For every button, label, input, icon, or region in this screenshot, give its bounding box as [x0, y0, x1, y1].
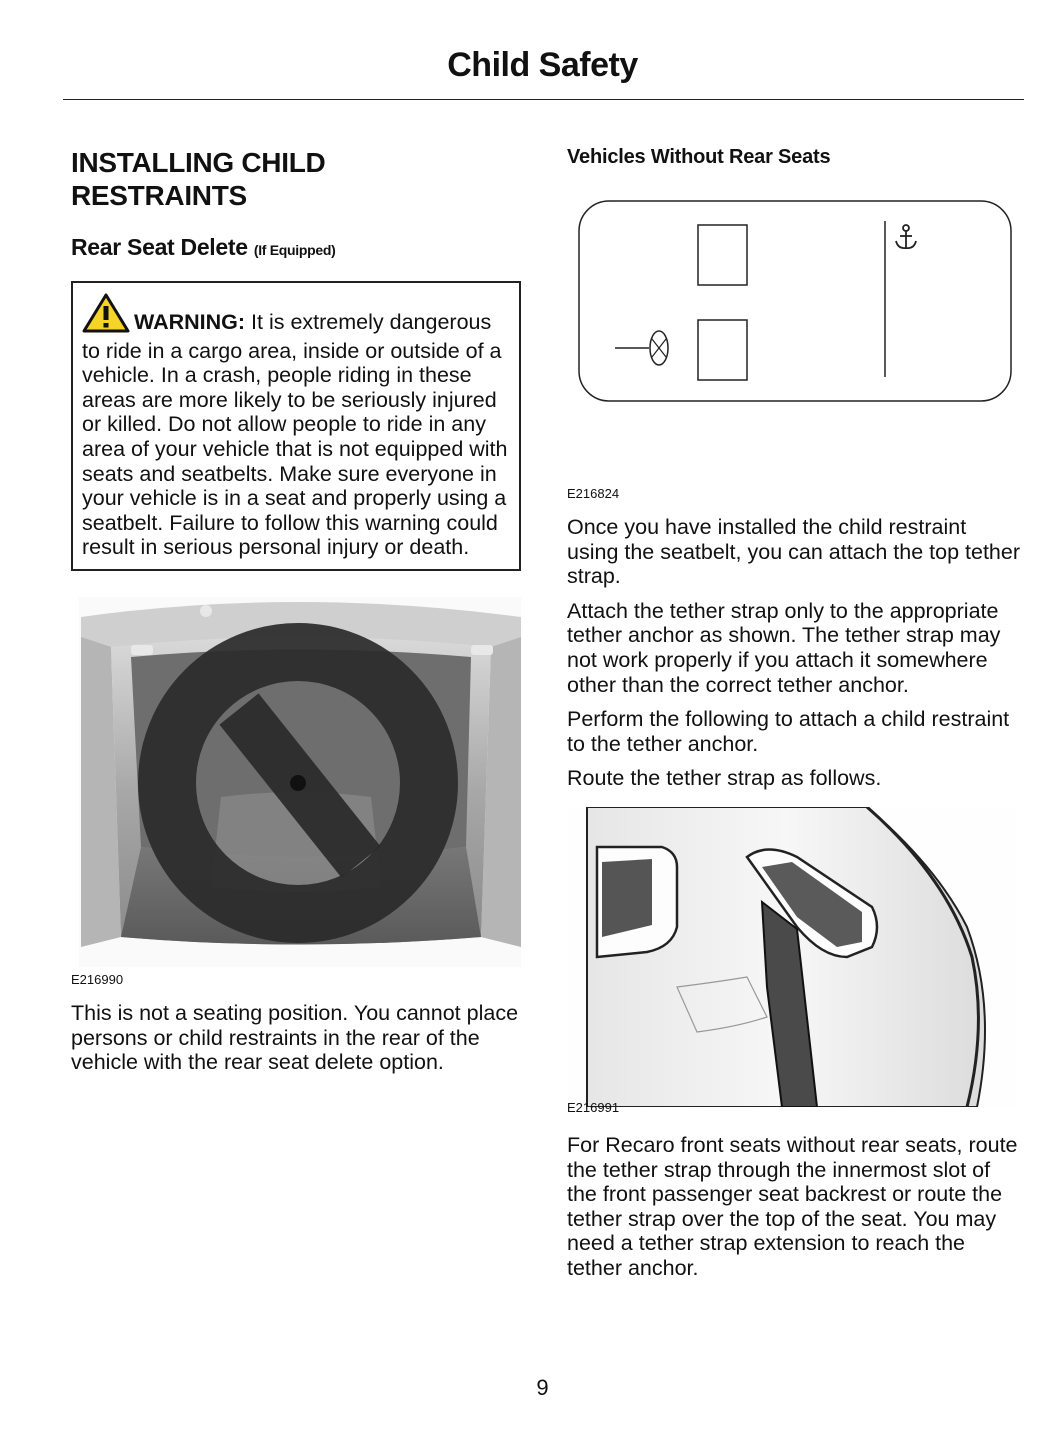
cargo-area-prohibited-image [71, 597, 521, 967]
seat-tether-figure [567, 807, 1022, 1115]
front-seat-left [698, 225, 747, 285]
warning-label: WARNING: [134, 310, 246, 334]
tether-anchor-diagram [567, 199, 1022, 501]
paragraph-3: Perform the following to attach a child restraint to the tether anchor. [567, 707, 1010, 756]
paragraph-4: Route the tether strap as follows. [567, 766, 882, 791]
section-heading [71, 146, 521, 212]
figure-id: E216990 [71, 971, 124, 987]
rear-seat-delete-label: Rear Seat Delete [71, 234, 248, 260]
anchor-icon [896, 225, 916, 248]
paragraph-1: Once you have installed the child restraint using the seatbelt, you can attach the top tether strap. [567, 515, 1021, 589]
diagram-id: E216824 [567, 486, 620, 501]
front-seat-right [698, 320, 747, 380]
left-column [71, 146, 521, 1075]
rear-seat-delete-heading [71, 234, 521, 261]
right-column [567, 146, 1022, 1281]
vehicles-without-rear-seats-heading: Vehicles Without Rear Seats [567, 146, 831, 168]
page-number: 9 [536, 1375, 549, 1400]
cargo-area-figure [71, 597, 521, 987]
seat-figure-id: E216991 [567, 1099, 620, 1115]
rear-seat-delete-paragraph: This is not a seating position. You cannot place persons or child restraints in the rear of the vehicle with the rear seat delete option. [71, 1000, 519, 1075]
section-heading-line2: RESTRAINTS [71, 180, 247, 211]
warning-triangle-icon [82, 293, 130, 339]
recaro-seat-image [567, 807, 1017, 1107]
if-equipped-note: (If Equipped) [253, 242, 336, 258]
section-heading-line1: INSTALLING CHILD [71, 147, 326, 178]
vehicle-layout-diagram [567, 199, 1017, 409]
recaro-paragraph: For Recaro front seats without rear seats, route the tether strap through the innermost slot of the front passenger seat backrest or route the tether strap over the top of the seat. You may need a tether strap extension to reach the tether anchor. [567, 1132, 1018, 1280]
page-title: Child Safety [447, 46, 638, 84]
paragraph-2: Attach the tether strap only to the appropriate tether anchor as shown. The tether strap may not work properly if you attach it somewhere other than the correct tether anchor. [567, 598, 1001, 697]
warning-text: It is extremely dangerous to ride in a cargo area, inside or outside of a vehicle. In a crash, people riding in these areas are more likely to be seriously injured or killed. Do not allow people to ride in any area of your vehicle that is not equipped with seats and seatbelts. Make sure everyone in your vehicle is in a seat and properly using a seatbelt. Failure to follow this warning could result in serious personal injury or death. [82, 310, 508, 560]
title-divider [63, 99, 1024, 100]
warning-box [71, 281, 521, 571]
